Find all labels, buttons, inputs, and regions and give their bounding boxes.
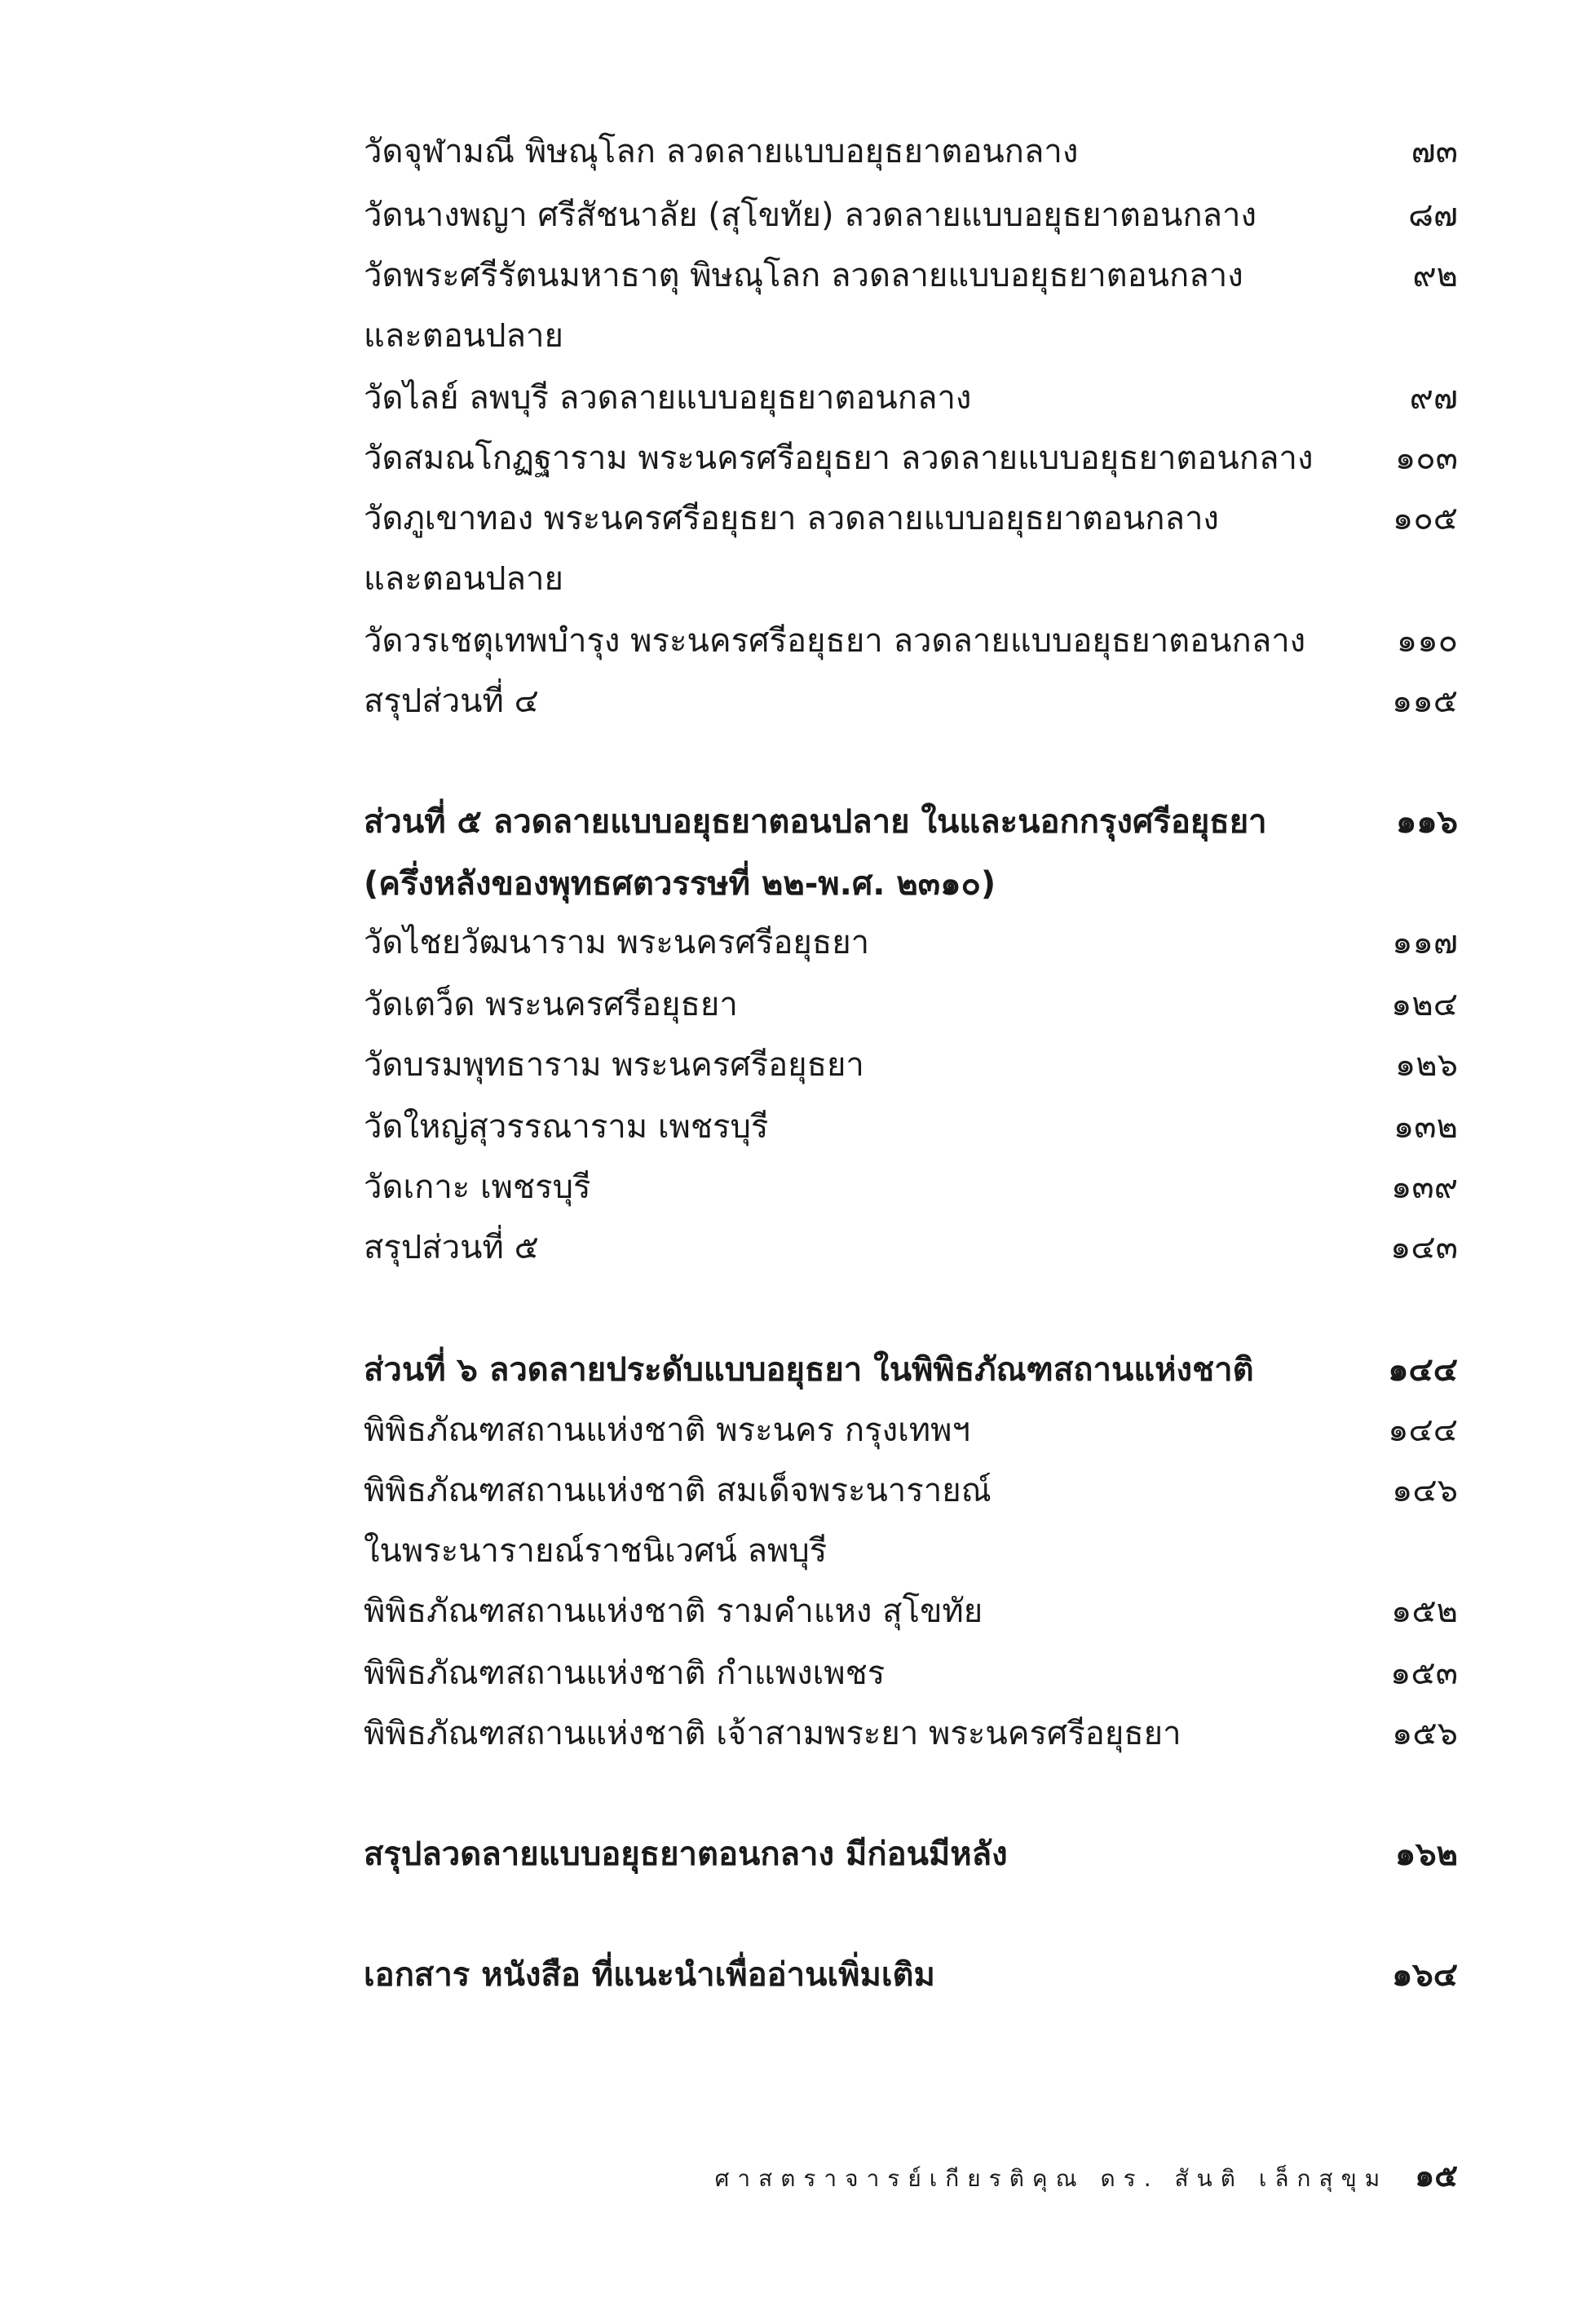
toc-entry [364, 1219, 1458, 1276]
toc-entry [364, 550, 1458, 608]
toc-entry-title: วัดใหญ่สุวรรณาราม เพชรบุรี [364, 1108, 769, 1146]
toc-entry [364, 1522, 1458, 1580]
toc-entry [364, 673, 1458, 730]
toc-entry-page: ๑๑๖ [1395, 803, 1458, 841]
toc-entry [364, 430, 1458, 487]
toc-section-heading [364, 1341, 1458, 1398]
toc-entry-page: ๙๗ [1409, 379, 1458, 417]
toc-entry-page: ๗๓ [1411, 133, 1458, 170]
toc-entry-title: ส่วนที่ ๕ ลวดลายแบบอยุธยาตอนปลาย ในและนอกกรุงศรีอยุธยา [364, 803, 1267, 841]
toc-entry-page: ๑๕๓ [1389, 1655, 1458, 1692]
toc-entry-title: (ครึ่งหลังของพุทธศตวรรษที่ ๒๒-พ.ศ. ๒๓๑๐) [364, 865, 996, 903]
toc-entry-page: ๑๖๒ [1394, 1836, 1458, 1873]
toc-entry-title: พิพิธภัณฑสถานแห่งชาติ พระนคร กรุงเทพฯ [364, 1412, 970, 1449]
toc-entry-page: ๑๐๓ [1394, 440, 1458, 477]
toc-entry [364, 1402, 1458, 1459]
toc-entry-title: วัดบรมพุทธาราม พระนครศรีอยุธยา [364, 1046, 864, 1084]
toc-entry-title: พิพิธภัณฑสถานแห่งชาติ กำแพงเพชร [364, 1655, 886, 1692]
toc-entry [364, 1159, 1458, 1216]
toc-entry-title: และตอนปลาย [364, 560, 563, 598]
toc-entry [364, 612, 1458, 669]
toc-entry-page: ๑๒๔ [1390, 986, 1458, 1023]
toc-section-heading [364, 855, 1458, 912]
toc-entry-title: วัดเตว็ด พระนครศรีอยุธยา [364, 986, 738, 1023]
toc-entry-page: ๑๕๒ [1390, 1593, 1458, 1630]
footer-author: ศาสตราจารย์เกียรติคุณ ดร. สันติ เล็กสุขุม [714, 2165, 1389, 2192]
toc-entry [364, 1705, 1458, 1762]
toc-section-heading [364, 1826, 1458, 1883]
toc-entry [364, 247, 1458, 304]
toc-entry-title: วัดจุฬามณี พิษณุโลก ลวดลายแบบอยุธยาตอนกลาง [364, 133, 1079, 170]
toc-entry [364, 976, 1458, 1033]
toc-entry-title: สรุปลวดลายแบบอยุธยาตอนกลาง มีก่อนมีหลัง [364, 1836, 1008, 1873]
toc-entry-title: วัดภูเขาทอง พระนครศรีอยุธยา ลวดลายแบบอยุธยาตอนกลาง [364, 500, 1219, 537]
toc-entry [364, 1583, 1458, 1640]
toc-entry-page: ๙๒ [1412, 257, 1458, 294]
toc-entry-title: วัดสมณโกฏฐาราม พระนครศรีอยุธยา ลวดลายแบบอยุธยาตอนกลาง [364, 440, 1314, 477]
toc-entry-page: ๑๖๔ [1391, 1956, 1458, 1994]
toc-entry-title: วัดพระศรีรัตนมหาธาตุ พิษณุโลก ลวดลายแบบอยุธยาตอนกลาง [364, 257, 1243, 294]
toc-entry-title: วัดนางพญา ศรีสัชนาลัย (สุโขทัย) ลวดลายแบบอยุธยาตอนกลาง [364, 197, 1257, 234]
toc-entry-title: พิพิธภัณฑสถานแห่งชาติ เจ้าสามพระยา พระนครศรีอยุธยา [364, 1715, 1181, 1752]
toc-entry-title: เอกสาร หนังสือ ที่แนะนำเพื่ออ่านเพิ่มเติม [364, 1956, 935, 1994]
toc-entry [364, 1645, 1458, 1702]
toc-entry-title: วัดเกาะ เพชรบุรี [364, 1169, 591, 1206]
toc-entry-title: และตอนปลาย [364, 317, 563, 355]
toc-entry [364, 490, 1458, 547]
toc-entry-title: พิพิธภัณฑสถานแห่งชาติ สมเด็จพระนารายณ์ [364, 1472, 992, 1509]
toc-entry [364, 1098, 1458, 1155]
toc-entry-page: ๑๒๖ [1394, 1046, 1458, 1084]
toc-entry-page: ๑๕๖ [1391, 1715, 1458, 1752]
toc-entry [364, 914, 1458, 971]
toc-entry-page: ๑๓๒ [1393, 1108, 1458, 1146]
page-footer [715, 2153, 1458, 2198]
toc-entry-title: วัดไลย์ ลพบุรี ลวดลายแบบอยุธยาตอนกลาง [364, 379, 972, 417]
toc-entry [364, 187, 1458, 244]
toc-entry-title: สรุปส่วนที่ ๔ [364, 683, 539, 720]
toc-entry-title: สรุปส่วนที่ ๕ [364, 1229, 539, 1266]
toc-entry-page: ๑๔๓ [1389, 1229, 1458, 1266]
toc-entry-title: วัดไชยวัฒนาราม พระนครศรีอยุธยา [364, 924, 870, 961]
toc-entry-title: ส่วนที่ ๖ ลวดลายประดับแบบอยุธยา ในพิพิธภัณฑสถานแห่งชาติ [364, 1351, 1254, 1389]
toc-section-heading [364, 793, 1458, 851]
toc-entry-page: ๑๐๕ [1392, 500, 1458, 537]
toc-entry [364, 123, 1458, 180]
toc-entry [364, 1036, 1458, 1094]
toc-entry-page: ๑๔๔ [1388, 1351, 1458, 1389]
toc-entry-page: ๘๗ [1408, 197, 1458, 234]
toc-entry-page: ๑๑๕ [1391, 683, 1458, 720]
toc-entry-page: ๑๑๗ [1392, 924, 1458, 961]
toc-entry [364, 369, 1458, 426]
toc-entry-page: ๑๑๐ [1396, 622, 1458, 660]
toc-section-heading [364, 1946, 1458, 2004]
footer-page-number: ๑๕ [1415, 2158, 1458, 2194]
toc-entry-page: ๑๓๙ [1390, 1169, 1458, 1206]
toc-entry-page: ๑๔๔ [1388, 1412, 1458, 1449]
toc-entry-title: ในพระนารายณ์ราชนิเวศน์ ลพบุรี [364, 1532, 828, 1570]
toc-entry-title: วัดวรเชตุเทพบำรุง พระนครศรีอยุธยา ลวดลายแบบอยุธยาตอนกลาง [364, 622, 1306, 660]
toc-entry-page: ๑๔๖ [1391, 1472, 1458, 1509]
toc-entry [364, 1462, 1458, 1519]
toc-entry [364, 307, 1458, 365]
toc-entry-title: พิพิธภัณฑสถานแห่งชาติ รามคำแหง สุโขทัย [364, 1593, 983, 1630]
